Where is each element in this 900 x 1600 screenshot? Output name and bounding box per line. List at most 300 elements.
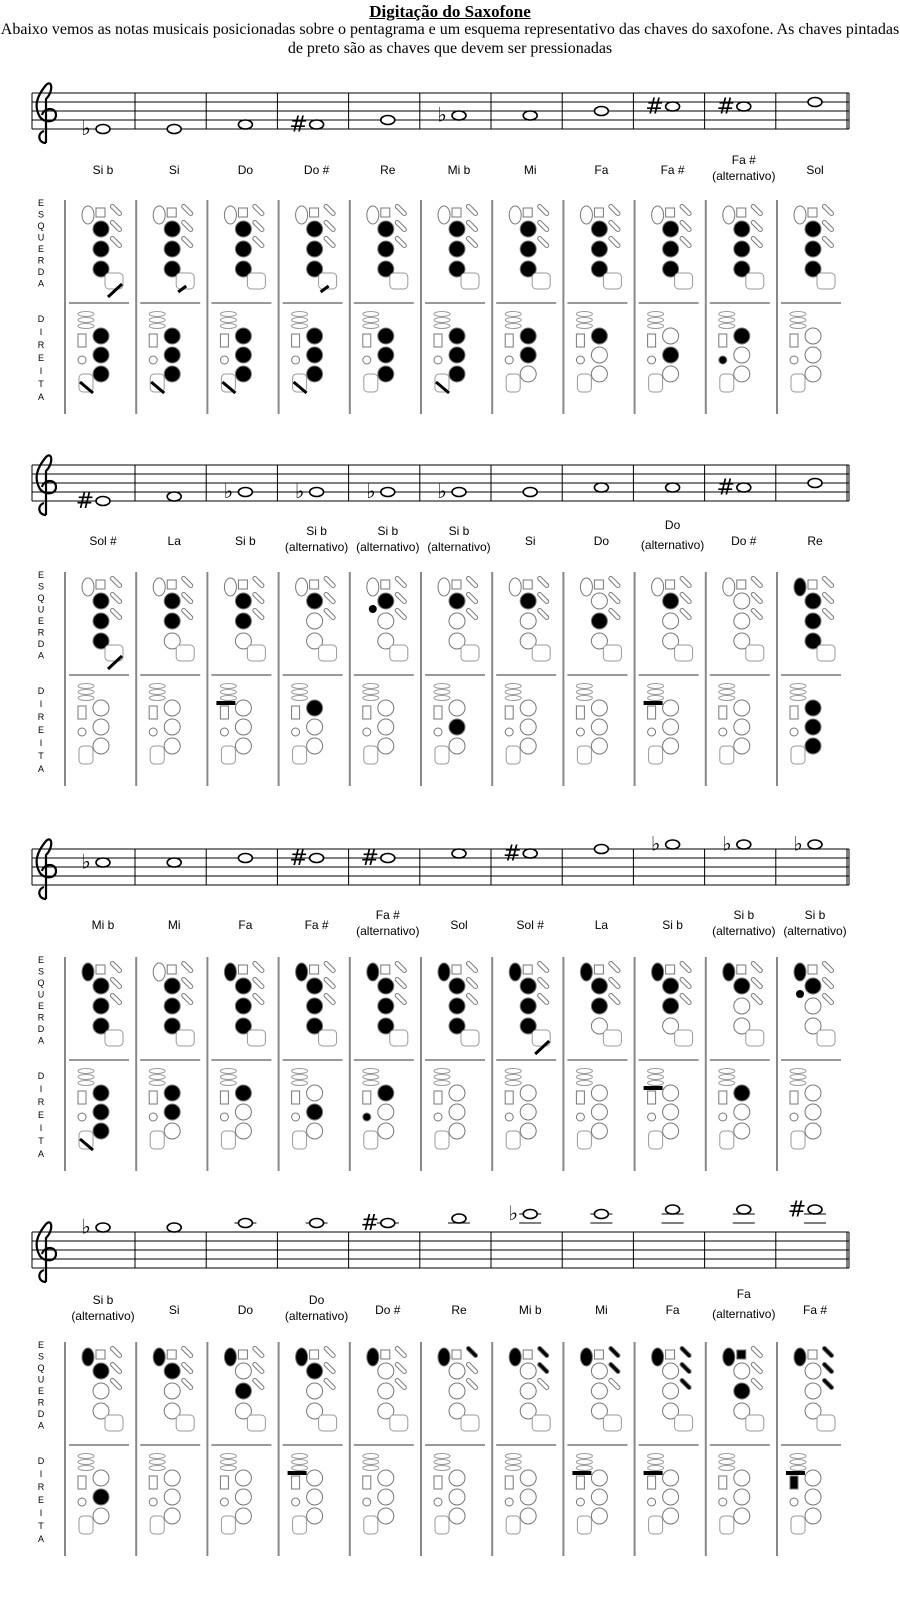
side-key	[790, 318, 806, 323]
side-key	[505, 1466, 521, 1471]
f-sharp-trill-key	[505, 356, 513, 364]
right-pinky-cluster	[577, 746, 591, 764]
note-head	[381, 488, 395, 497]
fingering-diagram	[421, 200, 485, 414]
right-key-3	[449, 1123, 465, 1139]
f-sharp-trill-key	[363, 1113, 371, 1121]
fingering-diagram	[65, 1342, 129, 1556]
side-key	[292, 312, 308, 317]
left-key-2	[235, 1383, 251, 1399]
right-key-2	[93, 719, 109, 735]
note	[523, 488, 537, 497]
octave-key	[723, 1348, 735, 1366]
palm-key	[110, 592, 123, 605]
right-key-1	[805, 328, 821, 344]
note-label: Do	[237, 163, 254, 177]
side-key	[434, 324, 450, 329]
front-f-key	[96, 208, 105, 217]
side-key	[434, 690, 450, 695]
front-f-key	[737, 208, 746, 217]
left-key-2	[663, 1383, 679, 1399]
right-key-2	[93, 1104, 109, 1120]
note-head	[238, 120, 252, 129]
right-key-3	[663, 366, 679, 382]
fingering-diagram	[136, 1342, 200, 1556]
f-sharp-trill-key	[719, 1113, 727, 1121]
note-label: Re	[451, 1303, 467, 1317]
side-key	[220, 1466, 236, 1471]
f-sharp-trill-key	[363, 1498, 371, 1506]
left-key-2	[520, 613, 536, 629]
note	[733, 1205, 755, 1223]
side-key	[78, 684, 94, 689]
right-pinky-cluster	[150, 1131, 164, 1149]
palm-key	[750, 592, 763, 605]
front-f-key	[96, 1350, 105, 1359]
note-label: Sol #	[516, 918, 544, 932]
palm-key	[750, 608, 763, 621]
right-pinky-cluster	[649, 374, 663, 392]
flat-icon: ♭	[722, 831, 732, 856]
left-key-2	[164, 998, 180, 1014]
left-key-1	[663, 1363, 679, 1379]
front-f-key	[594, 580, 603, 589]
side-label-left: Q	[37, 978, 45, 988]
palm-key	[822, 1362, 835, 1375]
note-label: Fa	[238, 918, 253, 932]
left-key-2	[164, 241, 180, 257]
chart-row-1	[32, 83, 849, 414]
side-key-pressed	[644, 1086, 663, 1090]
side-key	[576, 1466, 592, 1471]
f-sharp-trill-key	[505, 728, 513, 736]
side-key	[292, 1460, 308, 1465]
left-key-1	[164, 978, 180, 994]
palm-key	[394, 592, 407, 605]
octave-key	[652, 963, 664, 981]
left-key-1	[93, 221, 109, 237]
fingering-diagram	[492, 1342, 556, 1556]
palm-key	[679, 608, 692, 621]
side-key	[78, 1460, 94, 1465]
side-c-key	[790, 1476, 798, 1489]
side-c-key	[149, 1476, 157, 1489]
note-label: Si b	[448, 524, 470, 538]
right-key-3	[378, 366, 394, 382]
left-key-1	[235, 593, 251, 609]
side-c-key	[363, 1476, 371, 1489]
note	[452, 849, 466, 858]
side-key	[363, 1075, 379, 1080]
palm-key	[110, 608, 123, 621]
side-key	[790, 1454, 806, 1459]
side-label-left: R	[37, 1012, 45, 1023]
left-pinky-cluster	[390, 1415, 408, 1431]
palm-key	[608, 1346, 621, 1359]
fingering-diagram	[563, 572, 627, 786]
palm-key	[679, 220, 692, 233]
right-key-3	[307, 738, 323, 754]
f-sharp-trill-key	[648, 1113, 656, 1121]
note-head	[452, 111, 466, 120]
side-c-key	[220, 1476, 228, 1489]
right-pinky-cluster	[364, 746, 378, 764]
side-key	[149, 1069, 165, 1074]
side-c-key	[78, 706, 86, 719]
side-label-right: A	[37, 1534, 45, 1544]
octave-key	[224, 578, 236, 596]
palm-key	[110, 204, 123, 217]
side-key	[505, 324, 521, 329]
right-key-3	[93, 738, 109, 754]
front-f-key	[238, 1350, 247, 1359]
palm-key	[466, 204, 479, 217]
fingering-diagram	[706, 1342, 770, 1556]
side-key	[292, 696, 308, 701]
right-pinky-cluster	[649, 1131, 663, 1149]
f-sharp-trill-key	[790, 728, 798, 736]
side-key	[434, 696, 450, 701]
note-head	[310, 854, 324, 863]
side-key	[648, 1454, 664, 1459]
right-key-1	[663, 328, 679, 344]
front-f-key	[167, 208, 176, 217]
palm-key	[750, 1362, 763, 1375]
side-key	[363, 684, 379, 689]
left-pinky-cluster	[247, 645, 265, 661]
palm-key	[252, 961, 265, 974]
right-key-2	[591, 347, 607, 363]
left-key-1	[235, 221, 251, 237]
side-key	[790, 312, 806, 317]
palm-key	[466, 1346, 479, 1359]
palm-key	[608, 977, 621, 990]
left-pinky-cluster	[675, 273, 693, 289]
front-f-key	[666, 580, 675, 589]
f-sharp-trill-key	[78, 1113, 86, 1121]
side-label-left: A	[37, 1420, 45, 1431]
left-key-1	[164, 593, 180, 609]
note-label: Si b	[306, 524, 327, 538]
left-key-1	[663, 221, 679, 237]
left-pinky-cluster	[675, 645, 693, 661]
right-key-2	[235, 347, 251, 363]
left-key-1	[591, 978, 607, 994]
note-label-sub: (alternativo)	[427, 540, 491, 554]
f-sharp-trill-key	[576, 1498, 584, 1506]
palm-key	[394, 993, 407, 1006]
front-f-key	[523, 1350, 532, 1359]
note-head	[96, 1223, 110, 1232]
flat-icon: ♭	[793, 831, 803, 856]
left-key-2	[591, 998, 607, 1014]
side-label-right: D	[37, 314, 45, 324]
palm-key	[608, 576, 621, 589]
note-label: Mi b	[447, 163, 471, 177]
side-key	[719, 312, 735, 317]
f-sharp-trill-key	[220, 1113, 228, 1121]
f-sharp-trill-key	[505, 1113, 513, 1121]
left-key-1	[591, 593, 607, 609]
right-key-2	[663, 1104, 679, 1120]
palm-key	[466, 220, 479, 233]
right-key-2	[591, 1104, 607, 1120]
f-sharp-trill-key	[434, 1113, 442, 1121]
palm-key	[252, 204, 265, 217]
right-key-2	[378, 719, 394, 735]
right-key-3	[520, 366, 536, 382]
note	[289, 113, 323, 138]
side-key	[434, 1081, 450, 1086]
left-pinky-cluster	[390, 273, 408, 289]
sharp-icon: #	[75, 489, 95, 514]
note	[381, 116, 395, 125]
side-key	[505, 1460, 521, 1465]
f-sharp-trill-key	[576, 1113, 584, 1121]
left-pinky-cluster	[390, 645, 408, 661]
flat-icon: ♭	[81, 849, 91, 874]
fingering-diagram	[635, 1342, 699, 1556]
right-key-1	[164, 328, 180, 344]
left-pinky-cluster	[461, 645, 479, 661]
side-key	[434, 1069, 450, 1074]
right-key-3	[591, 738, 607, 754]
front-f-key	[666, 965, 675, 974]
right-key-1	[378, 700, 394, 716]
note-label-sub: (alternativo)	[712, 1307, 776, 1321]
left-key-1	[449, 978, 465, 994]
note-head	[737, 102, 751, 111]
bis-key	[369, 605, 377, 613]
note-head	[381, 854, 395, 863]
palm-key	[466, 236, 479, 249]
left-pinky-cluster	[817, 1415, 835, 1431]
palm-key	[394, 220, 407, 233]
side-key	[149, 1075, 165, 1080]
fingering-diagram	[492, 200, 556, 414]
palm-key	[466, 961, 479, 974]
note-label: La	[594, 918, 609, 932]
palm-key	[608, 220, 621, 233]
palm-key	[537, 576, 550, 589]
right-pinky-cluster	[364, 1516, 378, 1534]
fingering-diagram	[279, 200, 343, 414]
side-label-left: Q	[37, 221, 45, 231]
side-c-key	[78, 334, 86, 347]
side-label-right: D	[37, 1456, 45, 1466]
octave-key	[794, 578, 806, 596]
side-key	[790, 684, 806, 689]
palm-key	[537, 993, 550, 1006]
side-key	[220, 312, 236, 317]
left-pinky-cluster	[746, 1030, 764, 1046]
right-key-2	[164, 719, 180, 735]
side-key	[292, 318, 308, 323]
right-key-3	[663, 1123, 679, 1139]
note-label: Si b	[92, 1293, 114, 1307]
side-key	[220, 1081, 236, 1086]
side-c-key	[149, 706, 157, 719]
octave-key	[723, 578, 735, 596]
side-c-key	[719, 1091, 727, 1104]
left-key-1	[734, 1363, 750, 1379]
side-label-left: U	[37, 232, 45, 243]
right-pinky-cluster	[150, 1516, 164, 1534]
side-c-key	[220, 706, 228, 719]
side-key	[719, 1466, 735, 1471]
side-c-key	[363, 334, 371, 347]
right-key-3	[378, 1508, 394, 1524]
front-f-key	[310, 965, 319, 974]
left-key-1	[93, 1363, 109, 1379]
side-key	[576, 324, 592, 329]
note-label: Fa	[594, 163, 609, 177]
octave-key	[438, 206, 450, 224]
octave-key	[367, 578, 379, 596]
octave-key	[652, 206, 664, 224]
front-f-key	[381, 1350, 390, 1359]
side-key	[78, 690, 94, 695]
palm-key	[323, 961, 336, 974]
note-head	[452, 1214, 466, 1223]
note	[167, 1223, 181, 1232]
side-key	[790, 1081, 806, 1086]
side-key-pressed	[572, 1471, 591, 1475]
side-key	[719, 1460, 735, 1465]
right-key-2	[734, 719, 750, 735]
side-key	[78, 1466, 94, 1471]
right-key-2	[93, 1489, 109, 1505]
f-sharp-trill-key	[363, 356, 371, 364]
left-key-2	[805, 613, 821, 629]
octave-key	[652, 1348, 664, 1366]
side-key	[220, 324, 236, 329]
right-pinky-cluster	[150, 746, 164, 764]
right-pinky-cluster	[506, 1516, 520, 1534]
side-label-right: T	[38, 1521, 44, 1531]
fingering-diagram	[207, 1342, 271, 1556]
right-key-2	[805, 1489, 821, 1505]
note-label: Fa	[736, 1287, 751, 1301]
front-f-key	[523, 580, 532, 589]
f-sharp-trill-key	[719, 728, 727, 736]
left-key-2	[663, 241, 679, 257]
right-key-1	[520, 1085, 536, 1101]
note	[793, 832, 822, 856]
note	[808, 479, 822, 488]
left-key-1	[164, 1363, 180, 1379]
octave-key	[438, 1348, 450, 1366]
right-key-3	[520, 1123, 536, 1139]
note-head	[96, 497, 110, 506]
side-key	[149, 318, 165, 323]
side-label-right: A	[37, 764, 45, 774]
note-label: Si b	[733, 908, 755, 922]
note-label: Fa #	[731, 153, 756, 167]
side-label-left: D	[37, 1024, 45, 1034]
note-label: Fa #	[304, 918, 329, 932]
side-c-key	[576, 1476, 584, 1489]
side-c-key	[434, 1476, 442, 1489]
side-c-key	[505, 706, 513, 719]
palm-key	[181, 576, 194, 589]
octave-key	[82, 206, 94, 224]
left-key-1	[378, 978, 394, 994]
f-sharp-trill-key	[505, 1498, 513, 1506]
right-key-2	[307, 719, 323, 735]
right-key-3	[663, 1508, 679, 1524]
right-key-2	[591, 719, 607, 735]
palm-key	[679, 576, 692, 589]
octave-key	[82, 1348, 94, 1366]
flat-icon: ♭	[294, 479, 305, 503]
side-key	[719, 324, 735, 329]
left-pinky-cluster	[319, 1030, 337, 1046]
sharp-icon: #	[645, 94, 664, 120]
right-key-1	[663, 1085, 679, 1101]
f-sharp-trill-key	[576, 728, 584, 736]
right-key-3	[378, 738, 394, 754]
side-key	[576, 312, 592, 317]
right-key-1	[805, 700, 821, 716]
palm-key	[181, 961, 194, 974]
note	[503, 842, 537, 867]
note-label: Mi	[523, 163, 537, 177]
left-key-1	[378, 593, 394, 609]
side-key	[363, 1466, 379, 1471]
right-key-1	[93, 700, 109, 716]
octave-key	[296, 963, 308, 981]
note-head	[310, 488, 324, 497]
right-key-1	[449, 700, 465, 716]
palm-key	[110, 977, 123, 990]
side-key	[220, 684, 236, 689]
left-key-2	[520, 1383, 536, 1399]
note-label: Fa #	[802, 1303, 828, 1317]
palm-key	[252, 608, 265, 621]
side-key	[648, 324, 664, 329]
palm-key	[537, 236, 550, 249]
right-pinky-cluster	[791, 1131, 805, 1149]
palm-key	[679, 961, 692, 974]
right-key-2	[520, 347, 536, 363]
side-key	[505, 312, 521, 317]
side-key	[434, 318, 450, 323]
side-label-left: Q	[37, 593, 45, 603]
side-key	[505, 696, 521, 701]
note	[81, 850, 110, 874]
f-sharp-trill-key	[648, 356, 656, 364]
note-label: Si b	[662, 918, 683, 932]
side-key	[648, 312, 664, 317]
left-pinky-cluster	[603, 1030, 621, 1046]
side-label-left: R	[37, 627, 45, 638]
palm-key	[394, 1378, 407, 1391]
left-pinky-cluster	[176, 645, 194, 661]
side-key	[78, 1454, 94, 1459]
left-pinky-cluster	[247, 1030, 265, 1046]
fingering-diagram	[207, 957, 271, 1171]
right-key-3	[164, 738, 180, 754]
left-key-1	[235, 978, 251, 994]
note	[238, 854, 252, 863]
flat-icon: ♭	[81, 116, 91, 140]
side-key	[719, 1081, 735, 1086]
fingering-diagram	[350, 1342, 414, 1556]
note-head	[310, 1219, 324, 1228]
palm-key	[679, 1346, 692, 1359]
palm-key	[679, 1378, 692, 1391]
